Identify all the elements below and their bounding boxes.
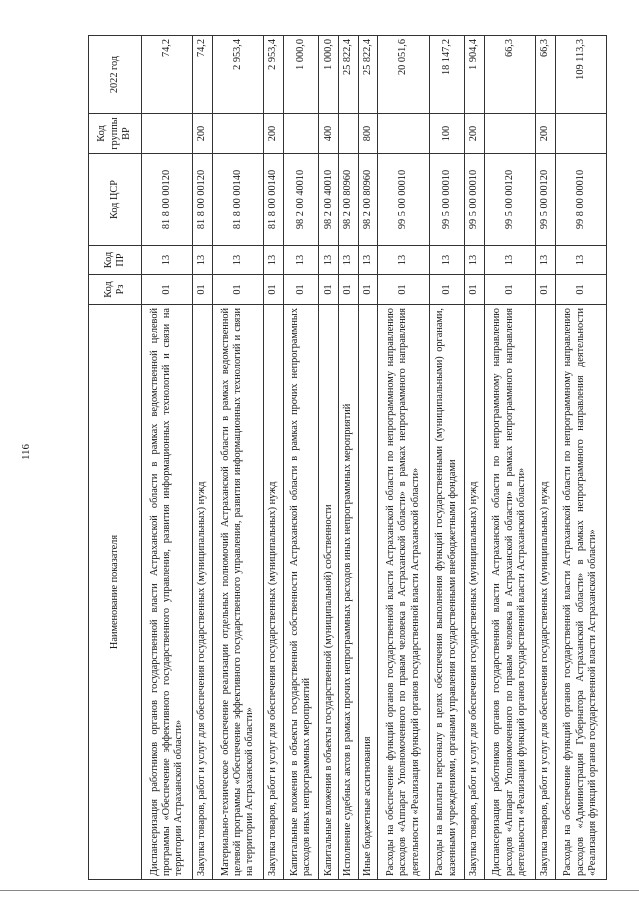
cell-csr: 99 5 00 00010 bbox=[429, 154, 464, 246]
cell-csr: 99 8 00 00010 bbox=[555, 154, 606, 246]
header-csr: Код ЦСР bbox=[89, 154, 142, 246]
cell-pr: 13 bbox=[193, 246, 213, 275]
cell-rz: 01 bbox=[484, 275, 535, 305]
cell-vr: 200 bbox=[193, 114, 213, 154]
cell-csr: 98 2 00 80960 bbox=[358, 154, 378, 246]
cell-amount: 66,3 bbox=[484, 36, 535, 114]
table-row bbox=[536, 36, 556, 880]
cell-rz: 01 bbox=[142, 275, 193, 305]
header-rz: Код Рз bbox=[89, 275, 142, 305]
cell-name: Диспансеризация работников органов государственной власти Астраханской области в рамках ведомственной целевой программы «Обеспечение эффективного государственного управления, развития информационных технологий и связи на территории Астраханской области» bbox=[142, 305, 193, 880]
cell-rz: 01 bbox=[465, 275, 485, 305]
cell-vr bbox=[142, 114, 193, 154]
cell-amount: 66,3 bbox=[536, 36, 556, 114]
cell-pr: 13 bbox=[339, 246, 359, 275]
budget-table bbox=[88, 35, 607, 880]
table-header-row bbox=[89, 36, 142, 880]
cell-amount: 1 000,0 bbox=[283, 36, 318, 114]
cell-pr: 13 bbox=[484, 246, 535, 275]
cell-pr: 13 bbox=[358, 246, 378, 275]
table-row bbox=[142, 36, 193, 880]
header-name: Наименование показателя bbox=[89, 305, 142, 880]
cell-csr: 99 5 00 00010 bbox=[465, 154, 485, 246]
cell-pr: 13 bbox=[465, 246, 485, 275]
cell-vr bbox=[212, 114, 263, 154]
cell-amount: 25 822,4 bbox=[358, 36, 378, 114]
header-pr: Код ПР bbox=[89, 246, 142, 275]
cell-name: Капитальные вложения в объекты государственной (муниципальной) собственности bbox=[319, 305, 339, 880]
cell-csr: 81 8 00 00140 bbox=[212, 154, 263, 246]
cell-amount: 74,2 bbox=[193, 36, 213, 114]
cell-csr: 99 5 00 00120 bbox=[484, 154, 535, 246]
table-row bbox=[429, 36, 464, 880]
footer-divider bbox=[0, 890, 639, 891]
cell-pr: 13 bbox=[319, 246, 339, 275]
cell-name: Закупка товаров, работ и услуг для обеспечения государственных (муниципальных) нужд bbox=[264, 305, 284, 880]
cell-vr bbox=[378, 114, 429, 154]
table-row bbox=[378, 36, 429, 880]
table-row bbox=[264, 36, 284, 880]
cell-name: Закупка товаров, работ и услуг для обеспечения государственных (муниципальных) нужд bbox=[536, 305, 556, 880]
page-number: 116 bbox=[20, 443, 32, 461]
cell-pr: 13 bbox=[283, 246, 318, 275]
cell-vr: 400 bbox=[319, 114, 339, 154]
cell-vr: 100 bbox=[429, 114, 464, 154]
cell-pr: 13 bbox=[264, 246, 284, 275]
table-row bbox=[555, 36, 606, 880]
cell-rz: 01 bbox=[358, 275, 378, 305]
cell-amount: 18 147,2 bbox=[429, 36, 464, 114]
cell-vr: 200 bbox=[465, 114, 485, 154]
cell-name: Закупка товаров, работ и услуг для обеспечения государственных (муниципальных) нужд bbox=[193, 305, 213, 880]
cell-csr: 81 8 00 00140 bbox=[264, 154, 284, 246]
cell-amount: 2 953,4 bbox=[264, 36, 284, 114]
cell-amount: 20 051,6 bbox=[378, 36, 429, 114]
cell-pr: 13 bbox=[212, 246, 263, 275]
cell-csr: 98 2 00 80960 bbox=[339, 154, 359, 246]
cell-csr: 99 5 00 00120 bbox=[536, 154, 556, 246]
cell-vr: 200 bbox=[264, 114, 284, 154]
cell-csr: 81 8 00 00120 bbox=[193, 154, 213, 246]
cell-name: Капитальные вложения в объекты государственной собственности Астраханской области в рамках прочих непрограммных расходов иных непрограммных мероприятий bbox=[283, 305, 318, 880]
table-row bbox=[193, 36, 213, 880]
table-row bbox=[212, 36, 263, 880]
cell-vr bbox=[555, 114, 606, 154]
cell-rz: 01 bbox=[429, 275, 464, 305]
table-row bbox=[319, 36, 339, 880]
cell-name: Материально-техническое обеспечение реализации отдельных полномочий Астраханской области в рамках ведомственной целевой программы «Обеспечение эффективного государственного управления, развития информационных технологий и связи на территории Астраханской области» bbox=[212, 305, 263, 880]
cell-name: Расходы на обеспечение функций органов государственной власти Астраханской области по непрограммному направлению расходов «Администрация Губернатора Астраханской области» в рамках непрограммного направления деятельности «Реализация функций органов государственной власти Астраханской области» bbox=[555, 305, 606, 880]
cell-rz: 01 bbox=[283, 275, 318, 305]
cell-rz: 01 bbox=[212, 275, 263, 305]
cell-csr: 99 5 00 00010 bbox=[378, 154, 429, 246]
cell-pr: 13 bbox=[555, 246, 606, 275]
cell-name: Диспансеризация работников органов государственной власти Астраханской области по непрограммному направлению расходов «Аппарат Уполномоченного по правам человека в Астраханской области» в рамках непрограммного направления деятельности «Реализация функций органов государственной власти Астраханской области» bbox=[484, 305, 535, 880]
cell-name: Исполнение судебных актов в рамках прочих непрограммных расходов иных непрограммных мероприятий bbox=[339, 305, 359, 880]
cell-amount: 1 000,0 bbox=[319, 36, 339, 114]
cell-amount: 2 953,4 bbox=[212, 36, 263, 114]
cell-amount: 74,2 bbox=[142, 36, 193, 114]
cell-vr bbox=[339, 114, 359, 154]
cell-rz: 01 bbox=[536, 275, 556, 305]
rotated-table-container bbox=[88, 36, 607, 880]
cell-rz: 01 bbox=[378, 275, 429, 305]
table-row bbox=[465, 36, 485, 880]
cell-vr bbox=[283, 114, 318, 154]
cell-pr: 13 bbox=[429, 246, 464, 275]
cell-vr: 800 bbox=[358, 114, 378, 154]
cell-amount: 109 113,3 bbox=[555, 36, 606, 114]
cell-rz: 01 bbox=[555, 275, 606, 305]
cell-pr: 13 bbox=[378, 246, 429, 275]
table-row bbox=[358, 36, 378, 880]
cell-amount: 1 904,4 bbox=[465, 36, 485, 114]
cell-pr: 13 bbox=[142, 246, 193, 275]
cell-pr: 13 bbox=[536, 246, 556, 275]
cell-name: Расходы на обеспечение функций органов государственной власти Астраханской области по непрограммному направлению расходов «Аппарат Уполномоченного по правам человека в Астраханской области» в рамках непрограммного направления деятельности «Реализация функций органов государственной власти Астраханской области» bbox=[378, 305, 429, 880]
header-year: 2022 год bbox=[89, 36, 142, 114]
cell-csr: 98 2 00 40010 bbox=[319, 154, 339, 246]
cell-csr: 81 8 00 00120 bbox=[142, 154, 193, 246]
cell-amount: 25 822,4 bbox=[339, 36, 359, 114]
cell-rz: 01 bbox=[339, 275, 359, 305]
cell-name: Закупка товаров, работ и услуг для обеспечения государственных (муниципальных) нужд bbox=[465, 305, 485, 880]
cell-vr: 200 bbox=[536, 114, 556, 154]
cell-name: Расходы на выплаты персоналу в целях обеспечения выполнения функций государственными (муниципальными) органами, казенными учреждениями, органами управления государственными внебюджетными фондами bbox=[429, 305, 464, 880]
header-vr: Код группы ВР bbox=[89, 114, 142, 154]
table-row bbox=[339, 36, 359, 880]
cell-rz: 01 bbox=[193, 275, 213, 305]
cell-rz: 01 bbox=[264, 275, 284, 305]
cell-name: Иные бюджетные ассигнования bbox=[358, 305, 378, 880]
cell-csr: 98 2 00 40010 bbox=[283, 154, 318, 246]
table-row bbox=[484, 36, 535, 880]
cell-rz: 01 bbox=[319, 275, 339, 305]
table-row bbox=[283, 36, 318, 880]
cell-vr bbox=[484, 114, 535, 154]
